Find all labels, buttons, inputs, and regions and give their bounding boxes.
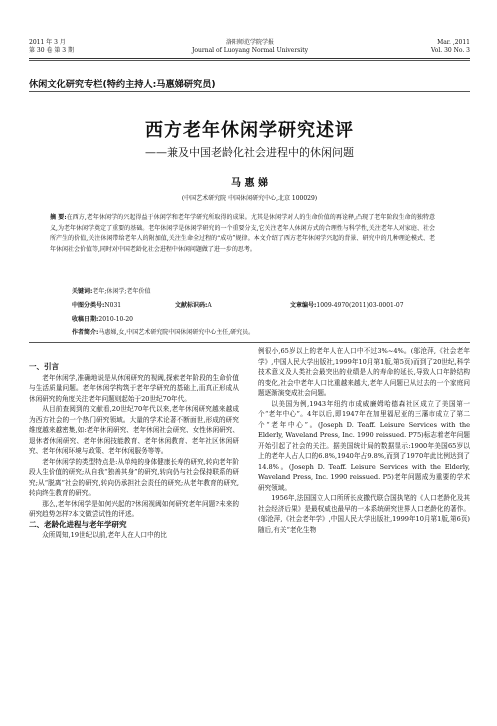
abstract-text: 在西方,老年休闲学的兴起得益于休闲学和老年学研究所取得的成果。尤其是休闲学对人的生命价值的再诠释,凸现了老年阶段生命的独特意义,为老年休闲学奠定了重要的基础。老年休闲学是休闲学研究的一个重要分支,它关注老年人休闲方式的合理性与科学性,关注老年人对家庭、社会所产生的价值,关注休闲带给老年人的附加值,关注生命全过程的“成功”规律。本文介绍了西方老年休闲学兴起的背景、研究中的几种理论模式、老年休闲社会价值等,同时对中国老龄化社会进程中休闲问题做了进一步的思考。: [50, 214, 435, 253]
abstract-label: 摘 要:: [50, 214, 67, 221]
body-paragraph: 老年休闲学的类型特点是:从单纯的身体健康长寿的研究,转向老年阶段人生价值的研究;从自我“独善其身”的研究,转向仍与社会保持联系的研究;从“脱离”社会的研究,转向仍承担社会责任的研究;从老年教育的研究,转向终生教育的研究。: [29, 457, 239, 497]
header-rule-thin: [29, 60, 470, 61]
article-title: 西方老年休闲学研究述评: [145, 120, 354, 141]
body-paragraph: 1956年,法国国立人口所所长皮撒代联合国执笔的《人口老龄化及其社会经济后果》是最权威也最早的一本系统研究世界人口老龄化的著作。(邬沧萍,《社会老年学》,中国人民大学出版社,1999年10月第1版,第6页)随后,有关“老化生物: [258, 494, 470, 534]
doc-code-label: 文献标识码:: [175, 302, 208, 309]
received-value: 2010-10-20: [98, 316, 133, 323]
keywords-label: 关键词:: [72, 288, 93, 295]
meta-rule: [29, 342, 470, 343]
header-left: [29, 39, 74, 55]
doc-code: [175, 301, 212, 310]
header-right: [400, 39, 470, 55]
author-bio: [72, 328, 254, 337]
classification-value: N031: [104, 302, 122, 309]
author-bio-label: 作者简介:: [72, 329, 99, 336]
journal-name-en: Journal of Luoyang Normal University: [191, 47, 309, 54]
abstract: [50, 213, 435, 255]
article-number-label: 文章编号:: [290, 302, 317, 309]
body-paragraph: 从目前查阅到的文献看,20世纪70年代以来,老年休闲研究越来越成为西方社会的一个热门研究领域。大量的学术论著不断面世,形成的研究维度越来越密集,如:老年休闲研究、老年休闲社会研究、女性休闲研究、退休者休闲研究、老年休闲技能教育、老年休闲教育、老年社区休闲研究、老年休闲环境与政策、老年休闲服务等等。: [29, 405, 239, 455]
article-number: [290, 301, 404, 310]
body-paragraph: 以美国为例,1943年纽约市成威廉姆哈德森社区成立了美国第一个“老年中心”。4年以后,即1947年在加里福尼亚的三藩市成立了第二个“老年中心”。(Joseph D. Teaff. Leisure Services with the Elderly, Waveland Press, Inc. 1990 reissued. P75)标志着老年问题开始引起了社会的关注。据美国统计局的数据显示:1900年美国65岁以上的老年人占人口的6.8%,1940年占9.8%,而到了1970年此比例达到了14.8%。(Joseph D. Teaff. Leisure Services with the Elderly, Waveland Press, Inc. 1990 reissued. P5)老年问题成为重要的学术研究领域。: [258, 399, 470, 492]
header-rule: [29, 58, 470, 59]
banner-rule: [29, 91, 470, 92]
body-paragraph: 老年休闲学,准确地说是从休闲研究的视阈,探索老年阶段的生命价值与生活质量问题。老年休闲学构筑于老年学研究的基础上,而真正形成从休闲研究的角度关注老年问题则起始于20世纪70年代。: [29, 373, 239, 403]
doc-code-value: A: [207, 302, 212, 309]
article-number-value: 1009-4970(2011)03-0001-07: [316, 302, 404, 309]
classification: [72, 301, 121, 310]
keywords: [72, 287, 150, 296]
header-date: 2011 年 3 月: [29, 39, 66, 46]
received-label: 收稿日期:: [72, 316, 99, 323]
body-paragraph: 例很小,65岁以上的老年人在人口中不过3%~4%。(邬沧萍,《社会老年学》,中国人民大学出版社,1999年10月第1版,第5页)而到了20世纪,科学技术意义及人类社会最突出的业绩是人的寿命的延长,导致人口年龄结构的变化,社会中老年人口比重越来越大,老年人问题已从过去的一个家庭问题逐渐演变成社会问题。: [258, 347, 470, 397]
column-banner: 休闲文化研究专栏(特约主持人:马惠娣研究员): [29, 79, 216, 90]
body-paragraph: 众所周知,19世纪以前,老年人在人口中的比: [42, 531, 167, 539]
left-column: [29, 362, 239, 541]
header-volume: 第 30 卷 第 3 期: [29, 47, 74, 54]
right-column: [258, 346, 470, 535]
received-date: [72, 315, 133, 324]
keywords-text: 老年;休闲学;老年价值: [92, 288, 151, 295]
section-heading-1: 一、引言: [29, 362, 59, 371]
body-paragraph: 那么,老年休闲学是如何兴起的?休闲视阈如何研究老年问题?未来的研究趋势怎样?本文做尝试性的评述。: [29, 499, 239, 518]
author-bio-value: 马惠娣,女,中国艺术研究院中国休闲研究中心主任,研究员。: [98, 329, 255, 336]
header-center: [170, 39, 330, 55]
header-date-en: Mar. ,2011: [437, 39, 470, 46]
header-volume-en: Vol. 30 No. 3: [430, 47, 470, 54]
author-name: 马 惠 娣: [231, 178, 268, 189]
article-subtitle: ——兼及中国老龄化社会进程中的休闲问题: [145, 146, 354, 159]
section-heading-2: 二、老龄化进程与老年学研究: [29, 519, 127, 529]
journal-name-cn: 洛阳师范学院学报: [225, 39, 274, 46]
author-affiliation: (中国艺术研究院 中国休闲研究中心,北京 100029): [181, 195, 318, 202]
classification-label: 中图分类号:: [72, 302, 105, 309]
